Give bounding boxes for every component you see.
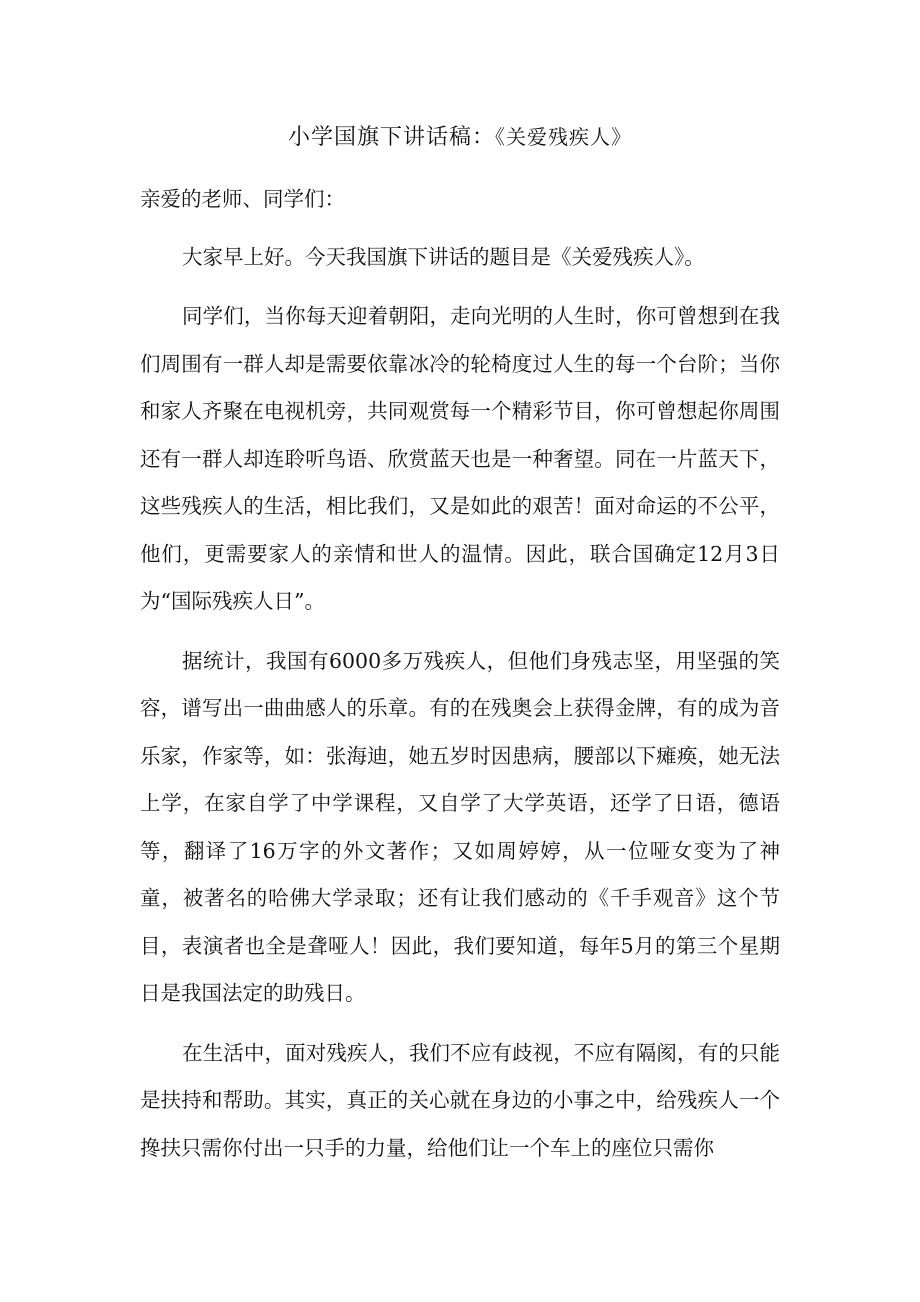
paragraph-daily-life: 在生活中，面对残疾人，我们不应有歧视，不应有隔阂，有的只能是扶持和帮助。其实，真正的关心就在身边的小事之中，给残疾人一个搀扶只需你付出一只手的力量，给他们让一个车上的座位只需你 xyxy=(140,1040,780,1160)
title-book-name: 《关爱残疾人》 xyxy=(495,125,632,149)
paragraph-greeting: 大家早上好。今天我国旗下讲话的题目是《关爱残疾人》。 xyxy=(182,244,705,269)
paragraph-statistics: 据统计，我国有6000多万残疾人，但他们身残志坚，用坚强的笑容，谱写出一曲曲感人的乐章。有的在残奥会上获得金牌，有的成为音乐家，作家等，如：张海迪，她五岁时因患病，腰部以下瘫痪，她无法上学，在家自学了中学课程，又自学了大学英语，还学了日语，德语等，翻译了16万字的外文著作；又如周婷婷，从一位哑女变为了神童，被著名的哈佛大学录取；还有让我们感动的《千手观音》这个节目，表演者也全是聋哑人！因此，我们要知道，每年5月的第三个星期日是我国法定的助残日。 xyxy=(140,648,780,1005)
paragraph-awareness: 同学们，当你每天迎着朝阳，走向光明的人生时，你可曾想到在我们周围有一群人却是需要依靠冰冷的轮椅度过人生的每一个台阶；当你和家人齐聚在电视机旁，共同观赏每一个精彩节目，你可曾想起你周围还有一群人却连聆听鸟语、欣赏蓝天也是一种奢望。同在一片蓝天下，这些残疾人的生活，相比我们，又是如此的艰苦！面对命运的不公平，他们，更需要家人的亲情和世人的温情。因此，联合国确定12月3日为“国际残疾人日”。 xyxy=(140,304,780,613)
document-title xyxy=(0,120,920,155)
salutation: 亲爱的老师、同学们： xyxy=(140,187,345,211)
title-main: 小学国旗下讲话稿： xyxy=(287,125,495,150)
document-body xyxy=(140,176,780,1184)
